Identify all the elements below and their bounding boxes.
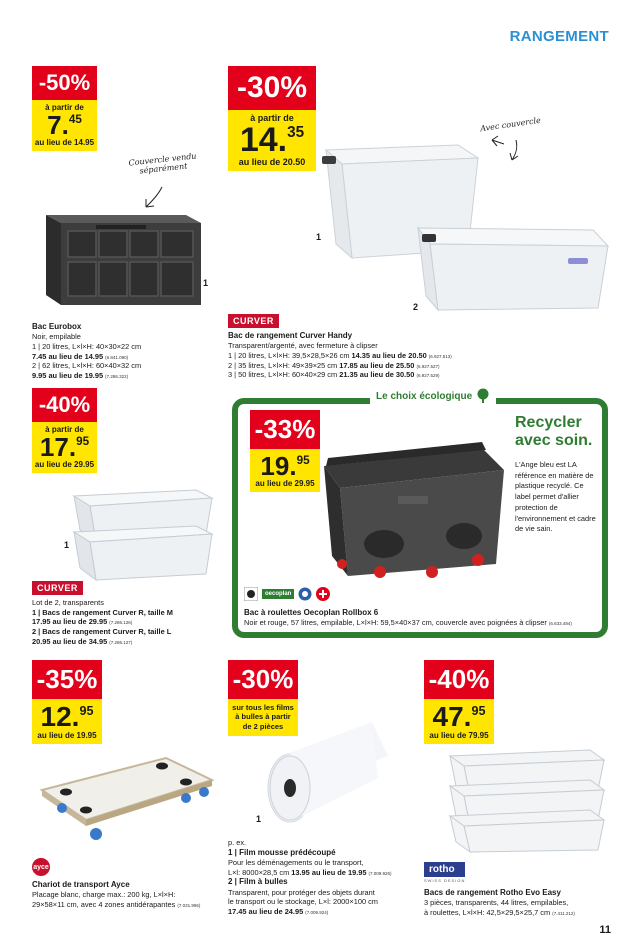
price: 14.35 — [239, 121, 305, 159]
product-name: Bac de rangement Curver Handy — [228, 331, 353, 340]
desc-line: le transport ou le stockage, L×l: 2000×100 cm — [228, 897, 378, 907]
ref-number: (7.286.127) — [109, 639, 133, 645]
from-label: à partir de — [45, 425, 84, 434]
price-line: 13.95 au lieu de 19.95 — [291, 867, 367, 877]
price: 7.45 — [47, 110, 82, 140]
desc-line: 29×58×11 cm, avec 4 zones antidérapantes — [32, 900, 176, 910]
price-line: 9.95 au lieu de 19.95 — [32, 370, 104, 380]
ref-number: (7.031.996) — [177, 903, 201, 909]
offer-condition: sur tous les films à bulles à partir de 2 pièces — [232, 703, 294, 731]
curver-r-description — [32, 598, 222, 646]
dolly-image — [36, 750, 216, 850]
example-label: p. ex. — [228, 838, 247, 847]
ref-number: (7.009.926) — [368, 870, 392, 876]
curver-logo: CURVER — [32, 581, 83, 595]
price-badge-ayce — [32, 660, 102, 744]
discount-label: -40% — [32, 388, 97, 422]
price-line: 20.95 au lieu de 34.95 — [32, 636, 108, 646]
product-name: 2 | Film à bulles — [228, 877, 288, 887]
eco-labels — [244, 587, 330, 601]
ref-number: (7.286.322) — [105, 373, 129, 379]
curver-logo: CURVER — [228, 314, 279, 328]
desc-line: Placage blanc, charge max.: 200 kg, L×l×H: — [32, 890, 176, 900]
price-line: 21.35 au lieu de 30.50 — [339, 370, 415, 380]
was-price: au lieu de 14.95 — [34, 138, 95, 147]
tree-icon — [476, 388, 490, 404]
desc-line: Transparent, pour protéger des objets durant — [228, 887, 375, 897]
desc-line: 1 | 20 litres, L×l×H: 40×30×22 cm — [32, 342, 142, 352]
price: 47.95 — [432, 701, 486, 732]
rotho-logo: rotho SWISS DESIGN — [424, 864, 466, 883]
with-lid-note: Avec couvercle — [479, 115, 542, 134]
desc-line: 3 | 50 litres, L×l×H: 60×40×29 cm — [228, 370, 340, 380]
price-badge-rotho — [424, 660, 494, 744]
price: 12.95 — [40, 701, 94, 732]
price-line: 17.45 au lieu de 24.95 — [228, 906, 304, 916]
price: 19.95 — [260, 451, 310, 481]
desc-line: Noir et rouge, 57 litres, empilable, L×l×H: 59,5×40×37 cm, couvercle avec poignées à clipser — [244, 618, 547, 628]
was-price: au lieu de 29.95 — [255, 479, 315, 488]
section-title: RANGEMENT — [509, 28, 609, 45]
desc-line: Lot de 2, transparents — [32, 598, 104, 607]
discount-label: -33% — [250, 410, 320, 449]
price-line: 17.85 au lieu de 25.50 — [339, 360, 415, 370]
was-price: au lieu de 79.95 — [429, 731, 489, 740]
eco-body-text: L'Ange bleu est LA référence en matière de plastique recyclé. Ce label permet d'allier protection de l'environnement et cadre de vie sain. — [515, 460, 596, 534]
curver-handy-image — [318, 140, 610, 315]
curver-r-image — [68, 482, 218, 582]
desc-line: 3 pièces, transparents, 44 litres, empilables, — [424, 898, 569, 908]
lid-note: Couvercle vendu séparément — [128, 151, 197, 176]
item-number: 1 — [64, 540, 70, 550]
foam-roll-image — [262, 716, 392, 836]
price-line: 14.35 au lieu de 20.50 — [351, 351, 427, 361]
eurobox-image — [36, 205, 209, 315]
price-badge-rollbox — [250, 410, 320, 492]
blue-angel-icon — [298, 587, 312, 601]
ref-number: (6.927.527) — [416, 363, 440, 369]
ref-number: (7.286.126) — [109, 620, 133, 626]
ref-number: (6.633.484) — [548, 621, 572, 627]
wwf-icon — [244, 587, 258, 601]
rotho-description — [424, 888, 614, 918]
ayce-description — [32, 880, 222, 910]
discount-label: -35% — [32, 660, 102, 699]
desc-line: 1 | 20 litres, L×l×H: 39,5×28,5×26 cm — [228, 351, 352, 361]
page-number: 11 — [599, 924, 611, 936]
eco-choice-title: Le choix écologique — [370, 388, 496, 404]
discount-label: -30% — [228, 660, 298, 699]
curver-handy-description — [228, 331, 558, 380]
desc-line: Pour les déménagements ou le transport, — [228, 858, 364, 868]
discount-label: -30% — [228, 66, 316, 110]
product-name: 1 | Bacs de rangement Curver R, taille M — [32, 607, 173, 617]
price: 17.95 — [39, 432, 90, 462]
product-name: 1 | Film mousse prédécoupé — [228, 847, 336, 857]
was-price: au lieu de 19.95 — [37, 731, 97, 740]
item-number: 1 — [203, 278, 209, 288]
discount-label: -50% — [32, 66, 97, 100]
product-name: Bac à roulettes Oecoplan Rollbox 6 — [244, 608, 379, 617]
from-label: à partir de — [45, 103, 84, 112]
desc-line: Noir, empilable — [32, 332, 81, 342]
oecoplan-logo: oecoplan — [262, 589, 294, 599]
ref-number: (6.927.513) — [428, 354, 452, 360]
product-name: Chariot de transport Ayce — [32, 880, 130, 889]
film-description — [228, 838, 423, 917]
price-line: 17.95 au lieu de 29.95 — [32, 617, 108, 627]
product-name: Bac Eurobox — [32, 322, 82, 331]
rollbox-image — [314, 436, 508, 584]
ref-number: (7.411.212) — [552, 911, 575, 917]
eco-headline: Recycler avec soin. — [515, 414, 593, 449]
product-name: Bacs de rangement Rotho Evo Easy — [424, 888, 561, 897]
was-price: au lieu de 20.50 — [238, 157, 306, 167]
item-number: 1 — [256, 814, 262, 824]
from-label: à partir de — [250, 113, 294, 123]
price-badge-curver-handy — [228, 66, 316, 171]
price-badge-curver-r — [32, 388, 97, 473]
desc-line: Transparent/argenté, avec fermeture à clipser — [228, 341, 378, 351]
price-line: 7.45 au lieu de 14.95 — [32, 351, 104, 361]
item-number: 2 — [413, 302, 419, 312]
discount-label: -40% — [424, 660, 494, 699]
desc-line: 2 | 35 litres, L×l×H: 49×39×25 cm — [228, 360, 340, 370]
desc-line: à roulettes, L×l×H: 42,5×29,5×25,7 cm — [424, 908, 551, 918]
was-price: au lieu de 29.95 — [34, 460, 95, 469]
rollbox-description — [244, 608, 604, 628]
price-badge-eurobox — [32, 66, 97, 151]
ref-number: (6.841.090) — [105, 354, 129, 360]
ref-number: (6.927.529) — [416, 373, 440, 379]
swiss-cross-icon — [316, 587, 330, 601]
product-name: 2 | Bacs de rangement Curver R, taille L — [32, 626, 172, 636]
ayce-logo: ayce — [32, 858, 50, 876]
ref-number: (7.009.924) — [305, 909, 329, 915]
desc-line: L×l: 8000×28,5 cm — [228, 867, 292, 877]
rotho-boxes-image — [440, 746, 608, 854]
desc-line: 2 | 62 litres, L×l×H: 60×40×32 cm — [32, 361, 142, 371]
item-number: 1 — [316, 232, 322, 242]
eurobox-description — [32, 322, 222, 381]
